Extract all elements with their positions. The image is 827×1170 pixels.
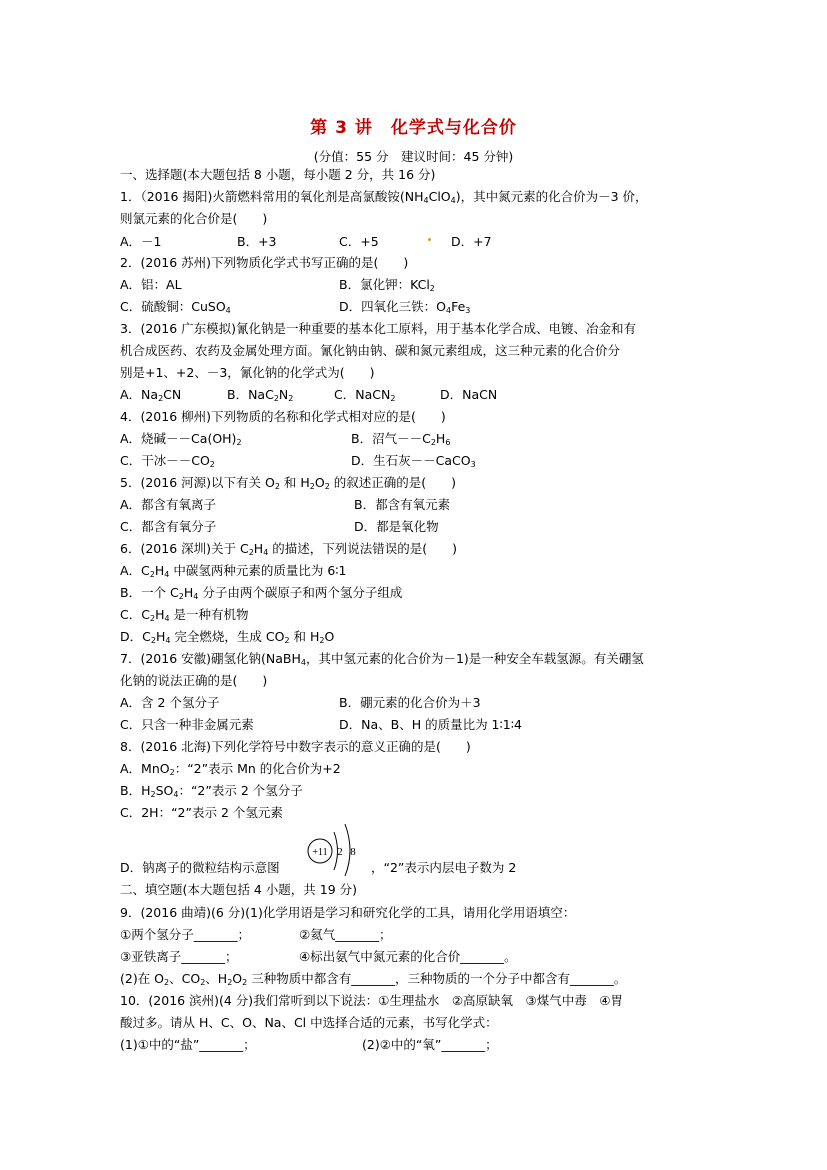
q3-a-sub: 2: [158, 394, 164, 403]
sodium-ion-diagram: [303, 818, 373, 878]
section-2-heading: 二、填空题(本大题包括 4 小题，共 19 分): [120, 882, 358, 897]
q6-text-c: 的描述，下列说法错误的是( ): [268, 541, 458, 556]
q6-option-a: [120, 563, 346, 579]
q6-sub2: 4: [263, 548, 269, 557]
q1-option-d: D．+7: [451, 234, 492, 249]
q6-a-text-c: 中碳氢两种元素的质量比为 6∶1: [169, 563, 347, 578]
q4-b-sub2: 6: [445, 438, 451, 447]
q7-option-b: B．硼元素的化合价为＋3: [339, 695, 481, 710]
q3-stem-line1: 3．(2016 广东模拟)氰化钠是一种重要的基本化工原料，用于基本化学合成、电镀、冶金和有: [120, 321, 636, 336]
q6-a-text-b: H: [154, 563, 165, 578]
q6-d-text-c: 完全燃烧，生成 CO: [170, 629, 285, 644]
q4-d-sub: 3: [470, 460, 476, 469]
q8-a-text-b: ：“2”表示 Mn 的化合价为+2: [174, 761, 341, 776]
q8-b-text-b: SO: [155, 783, 174, 798]
q1-stem: [120, 189, 648, 205]
q6-a-sub2: 4: [164, 570, 170, 579]
q6-stem: [120, 541, 457, 557]
q3-option-b: [227, 387, 293, 403]
q5-text-d: 的叙述正确的是( ): [329, 475, 457, 490]
q6-option-c: [120, 607, 249, 623]
q5-option-a: A．都含有氧离子: [120, 497, 217, 512]
q8-b-sub2: 4: [173, 790, 179, 799]
q4-d-text: D．生石灰－－CaCO: [351, 453, 471, 468]
q3-option-a: [120, 387, 181, 403]
q9-l4-sub3: 2: [227, 978, 233, 987]
q2-c-sub: 4: [225, 306, 231, 315]
q8-b-text-a: B．H: [120, 783, 151, 798]
q6-d-sub4: 2: [319, 636, 325, 645]
q2-d-sub2: 3: [465, 306, 471, 315]
q4-option-a: [120, 431, 242, 447]
q6-b-text-c: 分子由两个碳原子和两个氢分子组成: [198, 585, 403, 600]
q1-option-b: B．+3: [237, 234, 277, 249]
q2-option-d: [339, 299, 470, 315]
q7-option-d: D．Na、B、H 的质量比为 1∶1∶4: [339, 717, 522, 732]
q2-option-c: [120, 299, 231, 315]
q4-option-d: [351, 453, 476, 469]
q9-part-2-question: [120, 971, 626, 987]
q2-c-text: C．硫酸铜：CuSO: [120, 299, 226, 314]
q4-c-text: C．干冰－－CO: [120, 453, 210, 468]
q4-b-text-a: B．沼气－－C: [351, 431, 431, 446]
q4-c-sub: 2: [209, 460, 215, 469]
q5-option-c: C．都含有氧分子: [120, 519, 217, 534]
q5-text-b: 和 H: [279, 475, 310, 490]
q3-option-d: D．NaCN: [440, 387, 498, 402]
q7-text-b: ，其中氢元素的化合价为－1)是一种安全车载氢源。有关硼氢: [305, 651, 644, 666]
q1-option-a: A．－1: [120, 234, 162, 249]
q7-option-a: A．含 2 个氢分子: [120, 695, 220, 710]
q2-d-text-a: D．四氧化三铁：O: [339, 299, 446, 314]
q8-a-text-a: A．MnO: [120, 761, 170, 776]
q2-stem: 2．(2016 苏州)下列物质化学式书写正确的是( ): [120, 255, 409, 270]
q6-b-sub1: 2: [178, 592, 184, 601]
q8-option-b: [120, 783, 303, 799]
q9-l4-sub1: 2: [164, 978, 170, 987]
q6-c-text-c: 是一种有机物: [169, 607, 249, 622]
q9-stem: 9．(2016 曲靖)(6 分)(1)化学用语是学习和研究化学的工具，请用化学用语填空：: [120, 905, 576, 920]
q6-b-text-b: H: [183, 585, 194, 600]
q6-sub1: 2: [248, 548, 254, 557]
q8-option-a: [120, 761, 341, 777]
q4-b-text-b: H: [435, 431, 446, 446]
q4-a-sub: 2: [236, 438, 242, 447]
q5-text-c: O: [314, 475, 325, 490]
nucleus-charge: +11: [312, 847, 328, 858]
q8-b-text-c: ：“2”表示 2 个氢分子: [178, 783, 303, 798]
q9-part-3: ③亚铁离子_______；: [120, 949, 238, 964]
q1-text-a: 1．（2016 揭阳)火箭燃料常用的氧化剂是高氯酸铵(NH: [120, 189, 424, 204]
q7-option-c: C．只含一种非金属元素: [120, 717, 254, 732]
q4-option-c: [120, 453, 215, 469]
q3-a-text-b: CN: [163, 387, 182, 402]
q6-c-text-b: H: [155, 607, 165, 622]
q6-d-text-a: D．C: [120, 629, 151, 644]
q3-b-sub2: 2: [288, 394, 294, 403]
q6-d-sub2: 4: [165, 636, 171, 645]
q3-c-sub: 2: [390, 394, 396, 403]
q6-d-text-b: H: [155, 629, 166, 644]
q9-l4-text-c: 、H: [205, 971, 228, 986]
q6-option-d: [120, 629, 334, 645]
q9-l4-text-a: (2)在 O: [120, 971, 165, 986]
q4-a-text: A．烧碱－－Ca(OH): [120, 431, 237, 446]
q5-option-b: B．都含有氧元素: [354, 497, 451, 512]
shell-2-electrons: 8: [350, 846, 356, 858]
q9-part-2: ②氦气_______；: [299, 927, 392, 942]
shell-1-electrons: 2: [337, 846, 343, 858]
q10-part-1: (1)①中的“盐”_______；: [120, 1037, 256, 1052]
q3-b-text-b: N: [278, 387, 289, 402]
q6-b-sub2: 4: [193, 592, 199, 601]
q2-option-b: [339, 277, 435, 293]
q2-d-sub1: 4: [445, 306, 452, 315]
q3-c-text: C．NaCN: [334, 387, 391, 402]
q9-part-4: ④标出氨气中氮元素的化合价_______。: [299, 949, 517, 964]
q8-a-sub: 2: [169, 768, 175, 777]
q7-sub: 4: [300, 658, 306, 667]
q6-d-text-e: O: [324, 629, 335, 644]
q4-option-b: [351, 431, 450, 447]
q2-b-sub: 2: [429, 284, 435, 293]
q5-stem: [120, 475, 456, 491]
q1-sub1: 4: [423, 196, 429, 205]
q6-d-sub3: 2: [284, 636, 290, 645]
q8-option-d-tail: ，“2”表示内层电子数为 2: [371, 860, 517, 875]
q2-b-text: B．氯化钾：KCl: [339, 277, 430, 292]
q6-c-text-a: C．C: [120, 607, 150, 622]
q8-b-sub1: 2: [150, 790, 156, 799]
q8-option-d: D．钠离子的微粒结构示意图: [120, 860, 280, 875]
q8-option-c: C．2H：“2”表示 2 个氢元素: [120, 805, 283, 820]
q7-stem-line2: 化钠的说法正确的是( ): [120, 673, 268, 688]
q6-option-b: [120, 585, 402, 601]
q5-text-a: 5．(2016 河源)以下有关 O: [120, 475, 275, 490]
q1-sub2: 4: [450, 196, 456, 205]
q1-text-b: ClO: [428, 189, 451, 204]
page-subtitle: (分值：55 分 建议时间：45 分钟): [313, 149, 514, 164]
page-title: 第 3 讲 化学式与化合价: [310, 118, 517, 138]
q5-option-d: D．都是氧化物: [354, 519, 439, 534]
q6-d-text-d: 和 H: [289, 629, 320, 644]
q10-stem-line2: 酸过多。请从 H、C、O、Na、Cl 中选择合适的元素，书写化学式：: [120, 1015, 498, 1030]
stray-dot: [428, 238, 431, 241]
q6-a-sub1: 2: [149, 570, 155, 579]
q4-stem: 4．(2016 柳州)下列物质的名称和化学式相对应的是( ): [120, 409, 446, 424]
q10-part-2: (2)②中的“氧”_______；: [362, 1037, 498, 1052]
q5-sub1: 2: [274, 482, 280, 491]
q5-sub2: 2: [309, 482, 315, 491]
q3-b-text-a: B．NaC: [227, 387, 274, 402]
q4-b-sub1: 2: [430, 438, 436, 447]
q7-text-a: 7．(2016 安徽)硼氢化钠(NaBH: [120, 651, 301, 666]
q2-d-text-b: Fe: [451, 299, 466, 314]
q9-l4-text-d: O: [232, 971, 243, 986]
q1-stem-line2: 则氯元素的化合价是( ): [120, 211, 268, 226]
q9-l4-text-b: 、CO: [169, 971, 201, 986]
q9-l4-text-e: 三种物质中都含有_______，三种物质的一个分子中都含有_______。: [247, 971, 627, 986]
q6-c-sub1: 2: [149, 614, 156, 623]
q8-stem: 8．(2016 北海)下列化学符号中数字表示的意义正确的是( ): [120, 739, 471, 754]
q1-option-c: C．+5: [339, 234, 379, 249]
electron-shell-2: [345, 824, 350, 876]
q6-a-text-a: A．C: [120, 563, 150, 578]
q9-l4-sub4: 2: [242, 978, 248, 987]
q3-stem-line2: 机合成医药、农药及金属处理方面。氰化钠由钠、碳和氮元素组成，这三种元素的化合价分: [120, 343, 621, 358]
q3-b-sub1: 2: [273, 394, 279, 403]
q9-l4-sub2: 2: [200, 978, 206, 987]
q6-text-a: 6．(2016 深圳)关于 C: [120, 541, 249, 556]
q5-sub3: 2: [324, 482, 330, 491]
q3-option-c: [334, 387, 395, 403]
q3-stem-line3: 别是+1、+2、－3，氰化钠的化学式为( ): [120, 365, 375, 380]
q1-text-c: )，其中氮元素的化合价为－3 价，: [455, 189, 648, 204]
q6-d-sub1: 2: [150, 636, 156, 645]
q3-a-text-a: A．Na: [120, 387, 159, 402]
q9-part-1: ①两个氢分子_______；: [120, 927, 250, 942]
q7-stem-line1: [120, 651, 644, 667]
section-1-heading: 一、选择题(本大题包括 8 小题，每小题 2 分，共 16 分): [120, 167, 436, 182]
q6-text-b: H: [253, 541, 264, 556]
q6-c-sub2: 4: [164, 614, 170, 623]
q10-stem-line1: 10．(2016 滨州)(4 分)我们常听到以下说法：①生理盐水 ②高原缺氧 ③煤气中毒 ④胃: [120, 993, 623, 1008]
q6-b-text-a: B．一个 C: [120, 585, 179, 600]
q2-option-a: A．铝：AL: [120, 277, 182, 292]
